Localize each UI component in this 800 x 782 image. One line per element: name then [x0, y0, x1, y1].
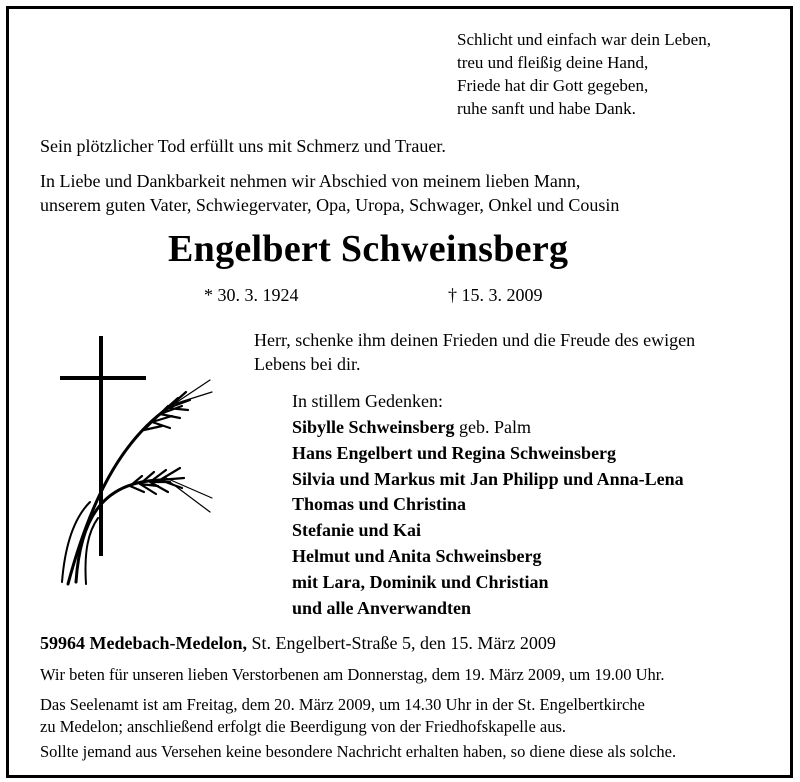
cross-wheat-icon [40, 332, 220, 592]
birth-date: * 30. 3. 1924 [204, 285, 299, 305]
prayer-text [254, 328, 695, 376]
mourner-line [292, 415, 684, 441]
prayer-line: Lebens bei dir. [254, 354, 361, 374]
requiem-notice [40, 694, 645, 738]
mourner-line: und alle Anverwandten [292, 597, 472, 618]
farewell-text [40, 169, 619, 217]
farewell-line: unserem guten Vater, Schwiegervater, Opa, Uropa, Schwager, Onkel und Cousin [40, 195, 620, 215]
cross-icon [60, 336, 146, 556]
poem [457, 28, 711, 120]
poem-line: ruhe sanft und habe Dank. [457, 99, 636, 118]
deceased-name: Engelbert Schweinsberg [168, 228, 569, 270]
mourners-list [292, 415, 684, 621]
mourners-heading: In stillem Gedenken: [292, 391, 443, 411]
closing-notice: Sollte jemand aus Versehen keine besondere Nachricht erhalten haben, so diene diese als solche. [40, 742, 677, 761]
address-line [40, 631, 556, 655]
mourner-line: Stefanie und Kai [292, 520, 422, 541]
requiem-line: Das Seelenamt ist am Freitag, dem 20. März 2009, um 14.30 Uhr in der St. Engelbertkirche [40, 695, 645, 714]
mourner-note: geb. Palm [454, 417, 532, 437]
mourner-line: Thomas und Christina [292, 494, 467, 515]
farewell-line: In Liebe und Dankbarkeit nehmen wir Abschied von meinem lieben Mann, [40, 171, 581, 191]
mourner-line: Hans Engelbert und Regina Schweinsberg [292, 442, 617, 463]
poem-line: Friede hat dir Gott gegeben, [457, 76, 649, 95]
mourner-line: Helmut und Anita Schweinsberg [292, 545, 542, 566]
prayer-notice: Wir beten für unseren lieben Verstorbenen am Donnerstag, dem 19. März 2009, um 19.00 Uhr. [40, 665, 665, 684]
address-street: St. Engelbert-Straße 5, den 15. März 2009 [246, 633, 556, 653]
mourner-line: mit Lara, Dominik und Christian [292, 571, 549, 592]
requiem-line: zu Medelon; anschließend erfolgt die Beerdigung von der Friedhofskapelle aus. [40, 717, 567, 736]
mourner-line: Silvia und Markus mit Jan Philipp und Anna-Lena [292, 468, 684, 489]
wheat-icon [62, 380, 212, 584]
poem-line: treu und fleißig deine Hand, [457, 53, 649, 72]
death-date: † 15. 3. 2009 [448, 285, 543, 305]
prayer-line: Herr, schenke ihm deinen Frieden und die Freude des ewigen [254, 330, 696, 350]
intro-text: Sein plötzlicher Tod erfüllt uns mit Schmerz und Trauer. [40, 136, 446, 156]
address-city: 59964 Medebach-Medelon, [40, 633, 247, 653]
mourner-name: Sibylle Schweinsberg [292, 417, 455, 437]
poem-line: Schlicht und einfach war dein Leben, [457, 30, 711, 49]
